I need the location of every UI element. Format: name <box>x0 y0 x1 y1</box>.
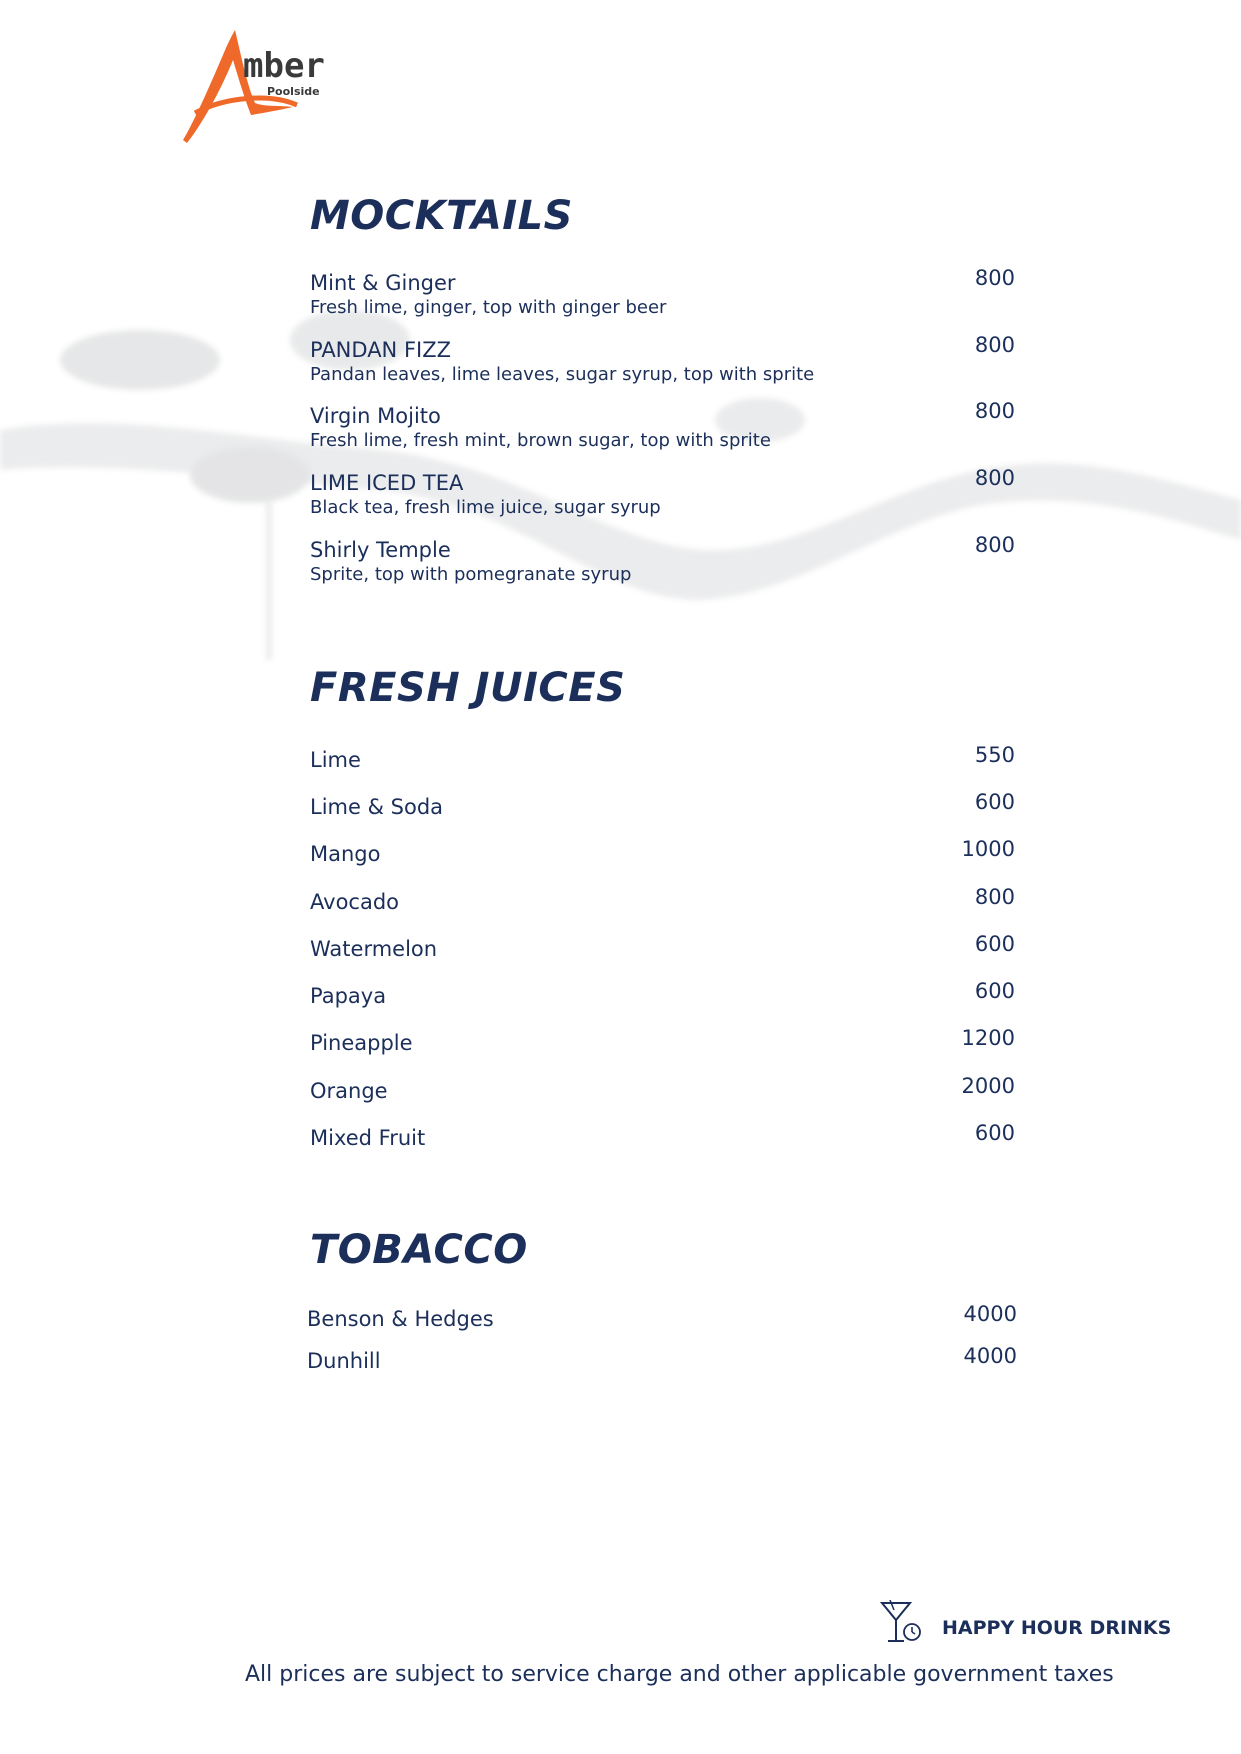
mocktails-heading: MOCKTAILS <box>310 193 573 239</box>
item-name: Lime <box>310 748 361 772</box>
item-price: 4000 <box>963 1344 1017 1368</box>
item-price: 800 <box>974 533 1015 557</box>
menu-item <box>310 743 1015 773</box>
amber-poolside-logo <box>175 25 345 145</box>
item-name: PANDAN FIZZ <box>310 338 451 362</box>
fresh-juices-heading: FRESH JUICES <box>310 665 626 711</box>
item-name: Shirly Temple <box>310 538 451 562</box>
menu-item <box>310 399 1015 453</box>
item-name: Papaya <box>310 984 387 1008</box>
item-description: Fresh lime, ginger, top with ginger beer <box>310 297 667 318</box>
tax-footnote: All prices are subject to service charge and other applicable government taxes <box>245 1662 1114 1687</box>
menu-item <box>307 1302 1017 1332</box>
menu-item <box>310 1121 1015 1151</box>
tobacco-heading: TOBACCO <box>310 1227 528 1273</box>
cocktail-clock-icon <box>880 1600 924 1646</box>
item-price: 1000 <box>961 837 1015 861</box>
menu-item <box>310 885 1015 915</box>
item-price: 550 <box>974 743 1015 767</box>
item-name: Orange <box>310 1079 388 1103</box>
item-price: 800 <box>974 885 1015 909</box>
item-name: Lime & Soda <box>310 795 444 819</box>
item-name: Pineapple <box>310 1031 413 1055</box>
item-name: Avocado <box>310 890 400 914</box>
item-description: Pandan leaves, lime leaves, sugar syrup, top with sprite <box>310 364 815 385</box>
menu-item <box>310 979 1015 1009</box>
menu-item <box>310 1074 1015 1104</box>
item-price: 600 <box>974 979 1015 1003</box>
menu-item <box>310 533 1015 587</box>
menu-item <box>307 1344 1017 1374</box>
item-price: 4000 <box>963 1302 1017 1326</box>
item-name: Watermelon <box>310 937 438 961</box>
menu-item <box>310 837 1015 867</box>
menu-item <box>310 790 1015 820</box>
item-description: Black tea, fresh lime juice, sugar syrup <box>310 497 661 518</box>
logo-subtitle-text: Poolside <box>267 85 320 98</box>
menu-item <box>310 1026 1015 1056</box>
item-name: LIME ICED TEA <box>310 471 464 495</box>
item-price: 800 <box>974 266 1015 290</box>
menu-item <box>310 466 1015 520</box>
item-price: 600 <box>974 1121 1015 1145</box>
item-description: Sprite, top with pomegranate syrup <box>310 564 632 585</box>
menu-item <box>310 266 1015 320</box>
item-name: Mango <box>310 842 381 866</box>
item-price: 800 <box>974 399 1015 423</box>
happy-hour-legend <box>880 1600 1171 1646</box>
happy-hour-label: HAPPY HOUR DRINKS <box>942 1617 1172 1639</box>
item-price: 2000 <box>961 1074 1015 1098</box>
item-price: 600 <box>974 932 1015 956</box>
logo-brand-text: mber <box>243 46 325 86</box>
item-price: 600 <box>974 790 1015 814</box>
item-price: 800 <box>974 333 1015 357</box>
item-price: 1200 <box>961 1026 1015 1050</box>
menu-item <box>310 932 1015 962</box>
item-description: Fresh lime, fresh mint, brown sugar, top with sprite <box>310 430 771 451</box>
item-name: Virgin Mojito <box>310 404 441 428</box>
item-name: Dunhill <box>307 1349 381 1373</box>
item-name: Benson & Hedges <box>307 1307 494 1331</box>
item-price: 800 <box>974 466 1015 490</box>
item-name: Mint & Ginger <box>310 271 456 295</box>
item-name: Mixed Fruit <box>310 1126 426 1150</box>
menu-item <box>310 333 1015 387</box>
